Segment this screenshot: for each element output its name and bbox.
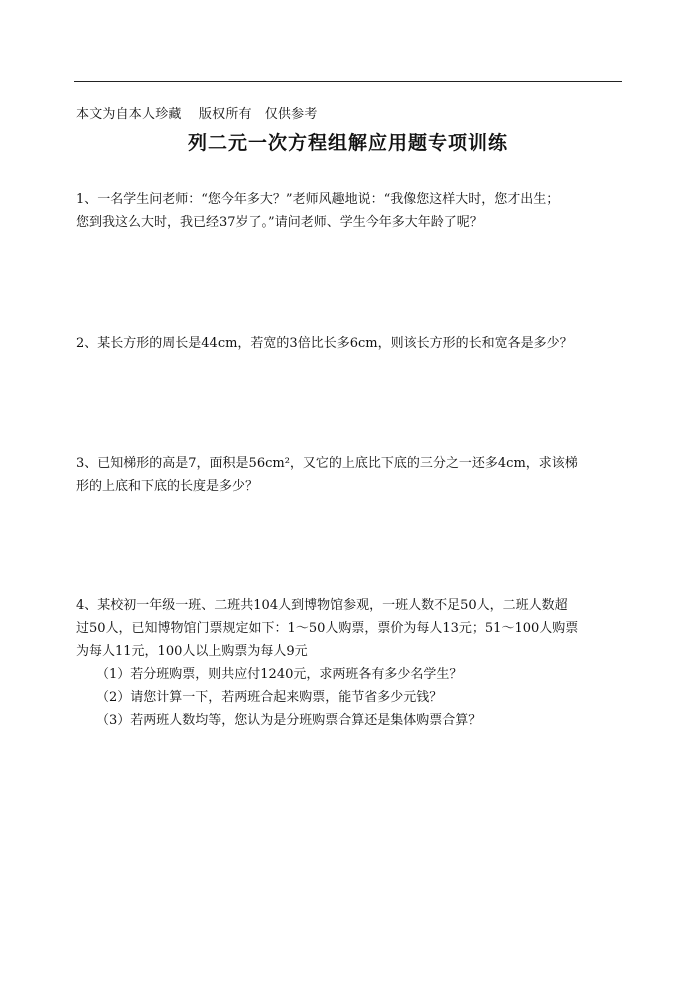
sub-question-2: （2）请您计算一下，若两班合起来购票，能节省多少元钱？ bbox=[96, 690, 443, 705]
problem-2 bbox=[76, 332, 622, 355]
problem-line: 4、某校初一年级一班、二班共104人到博物馆参观，一班人数不足50人，二班人数超 bbox=[76, 598, 568, 613]
page-title: 列二元一次方程组解应用题专项训练 bbox=[187, 132, 508, 154]
problem-1 bbox=[76, 188, 622, 234]
problem-line: 2、某长方形的周长是44cm，若宽的3倍比长多6cm，则该长方形的长和宽各是多少？ bbox=[76, 336, 573, 351]
problem-line: 您到我这么大时，我已经37岁了。”请问老师、学生今年多大年龄了呢？ bbox=[76, 215, 483, 230]
header-note: 本文为自本人珍藏 版权所有 仅供参考 bbox=[76, 107, 318, 122]
sub-question-list bbox=[76, 663, 622, 732]
problem-4 bbox=[76, 594, 622, 732]
problem-line: 为每人11元，100人以上购票为每人9元 bbox=[76, 644, 308, 659]
problem-line: 过50人，已知博物馆门票规定如下：1～50人购票，票价为每人13元；51～100人购票 bbox=[76, 621, 579, 636]
problem-3 bbox=[76, 452, 622, 498]
problem-line: 形的上底和下底的长度是多少？ bbox=[76, 479, 259, 494]
sub-question-3: （3）若两班人数均等，您认为是分班购票合算还是集体购票合算？ bbox=[96, 713, 482, 728]
problem-line: 1、一名学生问老师：“您今年多大？”老师风趣地说：“我像您这样大时，您才出生； bbox=[76, 192, 560, 207]
problem-line: 3、已知梯形的高是7，面积是56cm²，又它的上底比下底的三分之一还多4cm，求该梯 bbox=[76, 456, 578, 471]
sub-question-1: （1）若分班购票，则共应付1240元，求两班各有多少名学生？ bbox=[96, 667, 463, 682]
header-rule bbox=[74, 81, 622, 82]
